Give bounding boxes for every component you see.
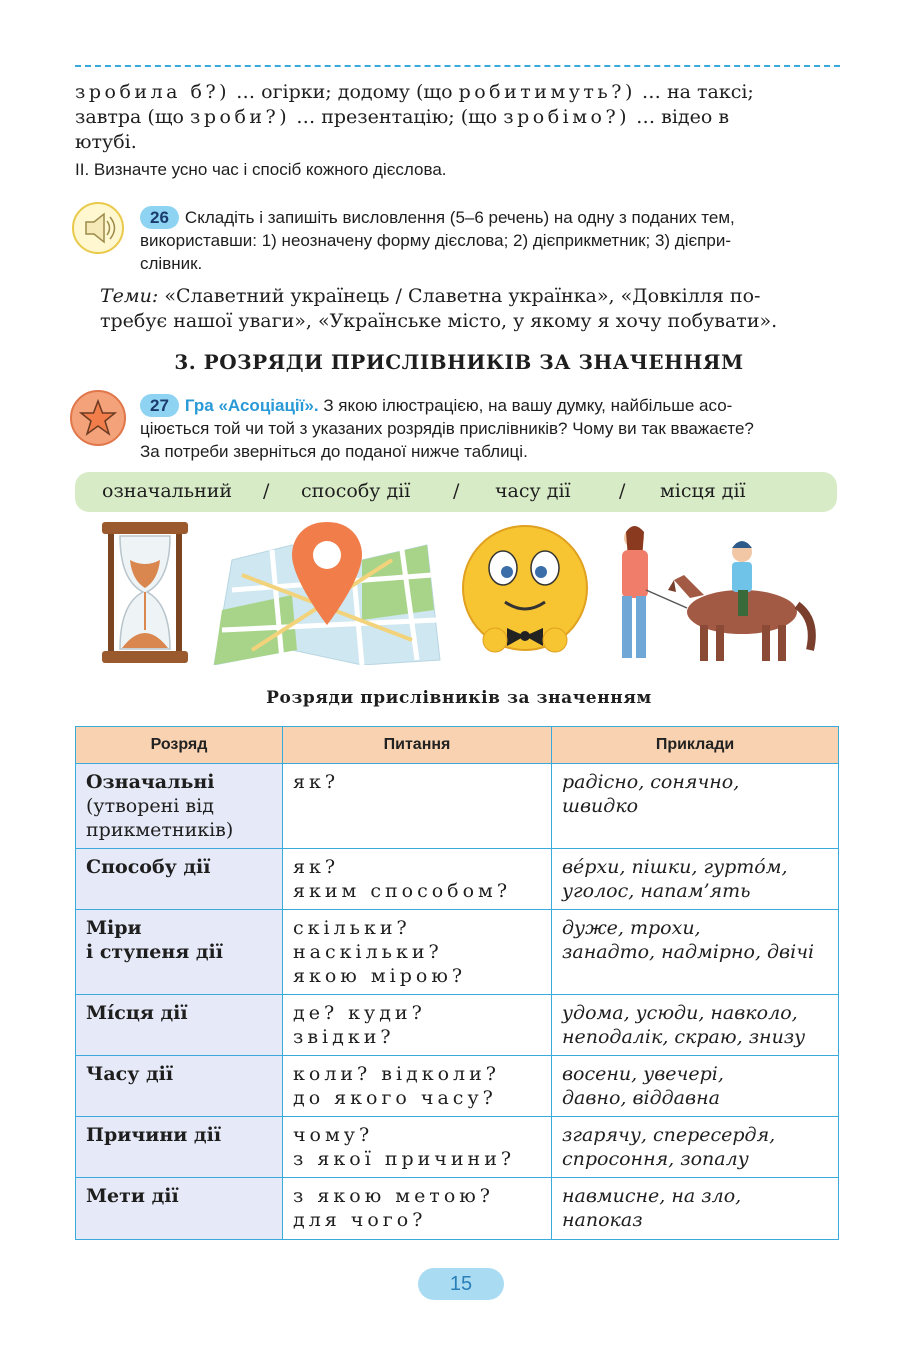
task-text: За потреби зверніться до поданої нижче таблиці. [140, 442, 528, 461]
table-row [76, 1178, 839, 1240]
examples: спросоння, зопалу [562, 1148, 749, 1170]
question: з якої причини? [293, 1148, 516, 1170]
themes-text: требує нашої уваги», «Українське місто, у якому я хочу побувати». [100, 310, 778, 332]
fragment-word: робитимуть?) [458, 81, 636, 103]
question: звідки? [293, 1026, 395, 1048]
examples: напоказ [562, 1209, 643, 1231]
task-text: З якою ілюстрацією, на вашу думку, найбільше асо- [318, 396, 733, 415]
star-icon [70, 390, 126, 446]
category-name: Причини дії [86, 1124, 222, 1146]
examples: згарячу, спересердя, [562, 1124, 776, 1146]
examples: навмисне, на зло, [562, 1185, 742, 1207]
question: якою мірою? [293, 965, 467, 987]
category-name: Міри [86, 917, 142, 939]
horse-ride-icon [612, 520, 827, 665]
question: для чого? [293, 1209, 427, 1231]
header-examples: Приклади [552, 727, 839, 764]
top-divider [75, 65, 840, 67]
speaker-icon [72, 202, 124, 254]
question: як? [293, 771, 340, 793]
question: наскільки? [293, 941, 443, 963]
word-item: способу дії [301, 480, 411, 502]
question: як? [293, 856, 340, 878]
table-row [76, 1056, 839, 1117]
examples: неподалік, скраю, знизу [562, 1026, 806, 1048]
adverb-categories-table [75, 726, 839, 1240]
word-item: означальний [102, 480, 233, 502]
word-band [75, 472, 837, 512]
table-row [76, 764, 839, 849]
category-note: (утворені від [86, 795, 214, 817]
word-separator: / [619, 480, 626, 502]
themes-block [100, 284, 840, 334]
fragment-text: … огірки; додому (що [236, 81, 459, 103]
task-text: ціюється той чи той з указаних розрядів прислівників? Чому ви так вважаєте? [140, 419, 754, 438]
game-title: Гра «Асоціації». [184, 396, 319, 415]
task-text: слівник. [140, 254, 203, 273]
category-name: Мети дії [86, 1185, 179, 1207]
task-number-badge: 26 [140, 206, 179, 229]
question: де? куди? [293, 1002, 426, 1024]
hourglass-icon [100, 520, 190, 665]
question: до якого часу? [293, 1087, 497, 1109]
question: яким способом? [293, 880, 512, 902]
examples: уголос, напам’ять [562, 880, 751, 902]
examples: вéрхи, пішки, гуртóм, [562, 856, 788, 878]
question: з якою метою? [293, 1185, 494, 1207]
fragment-line-1 [75, 80, 840, 105]
table-row [76, 910, 839, 995]
word-item: часу дії [495, 480, 571, 502]
fragment-word: зробімо?) [503, 106, 631, 128]
table-row [76, 849, 839, 910]
table-title: Розряди прислівників за значенням [266, 688, 652, 708]
examples: удома, усюди, навколо, [562, 1002, 798, 1024]
examples: занадто, надмірно, двічі [562, 941, 815, 963]
map-pin-icon [212, 520, 442, 665]
category-name: Способу дії [86, 856, 211, 878]
task-number-badge: 27 [140, 394, 179, 417]
header-category: Розряд [76, 727, 283, 764]
category-name: Мíсця дії [86, 1002, 188, 1024]
exercise-note: II. Визначте усно час і спосіб кожного дієслова. [75, 160, 447, 179]
smiley-icon [455, 520, 595, 665]
page-number: 15 [418, 1268, 504, 1300]
fragment-text: … відео в [630, 106, 730, 128]
top-fragment [75, 80, 840, 155]
table-row [76, 1117, 839, 1178]
table-row [76, 995, 839, 1056]
fragment-word: зробила б?) [75, 81, 231, 103]
category-name: Означальні [86, 771, 215, 793]
examples: давно, віддавна [562, 1087, 720, 1109]
word-separator: / [453, 480, 460, 502]
examples: восени, увечері, [562, 1063, 724, 1085]
category-name: Часу дії [86, 1063, 174, 1085]
category-name: і ступеня дії [86, 941, 223, 963]
section-title: 3. РОЗРЯДИ ПРИСЛІВНИКІВ ЗА ЗНАЧЕННЯМ [174, 350, 744, 374]
table-header-row [76, 727, 839, 764]
examples: швидко [562, 795, 639, 817]
word-item: місця дії [660, 480, 746, 502]
fragment-text: … на таксі; [641, 81, 754, 103]
examples: радісно, сонячно, [562, 771, 740, 793]
task-26 [140, 206, 840, 275]
category-note: прикметників) [86, 819, 234, 841]
fragment-text: … презентацію; (що [290, 106, 504, 128]
question: скільки? [293, 917, 411, 939]
task-text: Складіть і запишіть висловлення (5–6 речень) на одну з поданих тем, [184, 208, 735, 227]
question: коли? відколи? [293, 1063, 500, 1085]
task-27 [140, 394, 840, 463]
themes-label: Теми: [100, 285, 159, 307]
examples: дуже, трохи, [562, 917, 701, 939]
question: чому? [293, 1124, 374, 1146]
fragment-word: зроби?) [189, 106, 291, 128]
fragment-line-2 [75, 105, 840, 130]
themes-text: «Славетний українець / Славетна українка», «Довкілля по- [164, 285, 761, 307]
task-text: використавши: 1) неозначену форму дієслова; 2) дієприкметник; 3) дієпри- [140, 231, 731, 250]
word-separator: / [263, 480, 270, 502]
header-question: Питання [283, 727, 552, 764]
fragment-text: завтра (що [75, 106, 190, 128]
fragment-line-3: ютубі. [75, 131, 137, 153]
